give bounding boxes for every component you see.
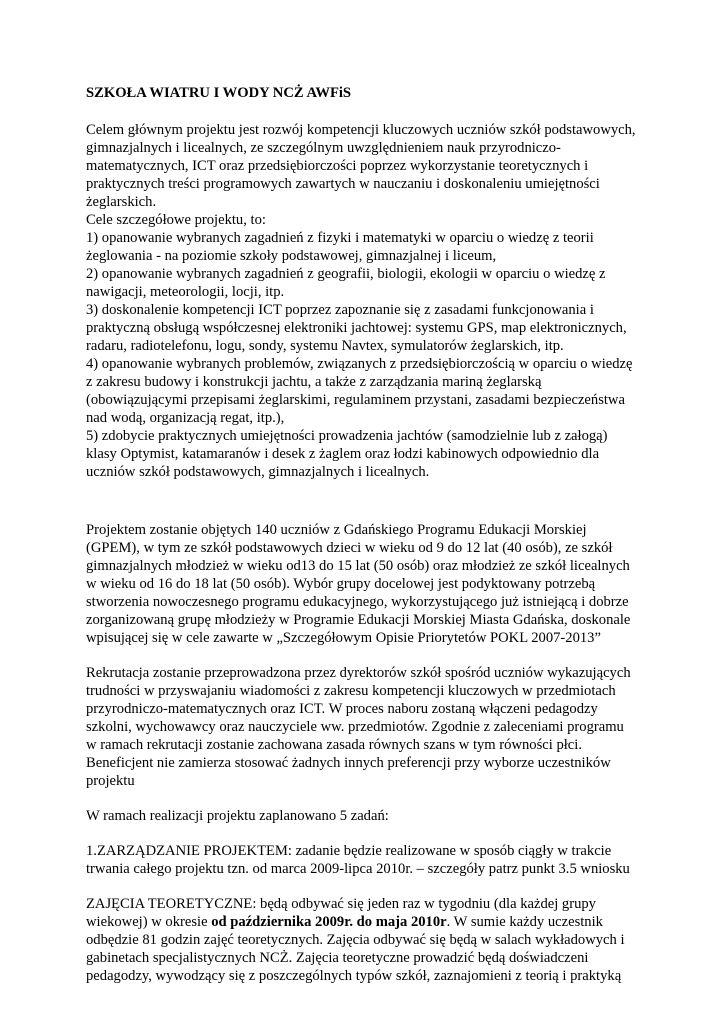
document-title: SZKOŁA WIATRU I WODY NCŻ AWFiS <box>86 85 352 101</box>
text-line: żeglarskich. <box>86 194 157 210</box>
text-segment: . W sumie każdy uczestnik <box>446 914 603 930</box>
text-line: z zakresu budowy i konstrukcji jachtu, a także z zarządzania mariną żeglarską <box>86 374 542 390</box>
text-line: 1.ZARZĄDZANIE PROJEKTEM: zadanie będzie realizowane w sposób ciągły w trakcie <box>86 843 612 859</box>
paragraph-tasks-intro <box>86 807 646 825</box>
text-line: 2) opanowanie wybranych zagadnień z geografii, biologii, ekologii w oparciu o wiedzę z <box>86 266 606 282</box>
text-line: matematycznych, ICT oraz przedsiębiorczości poprzez wykorzystanie teoretycznych i <box>86 158 589 174</box>
text-line: w ramach rekrutacji zostanie zachowana zasada równych szans w tym równości płci. <box>86 737 582 753</box>
text-line: pedagodzy, wywodzący się z poszczególnych typów szkół, zaznajomieni z teorią i praktyką <box>86 968 622 984</box>
text-line: praktyczną obsługą współczesnej elektroniki jachtowej: systemu GPS, map elektronicznych, <box>86 320 627 336</box>
text-line: 1) opanowanie wybranych zagadnień z fizyki i matematyki w oparciu o wiedzę z teorii <box>86 230 594 246</box>
paragraph-participants <box>86 521 646 647</box>
text-line: 5) zdobycie praktycznych umiejętności prowadzenia jachtów (samodzielnie lub z załogą) <box>86 428 608 444</box>
document-page <box>86 84 646 985</box>
text-line: 3) doskonalenie kompetencji ICT poprzez zapoznanie się z zasadami funkcjonowania i <box>86 302 594 318</box>
text-line: nad wodą, organizacją regat, itp.), <box>86 410 285 426</box>
text-line: wpisującej się w cele zawarte w „Szczegółowym Opisie Priorytetów POKL 2007-2013” <box>86 630 601 646</box>
text-line: zorganizowaną grupę młodzieży w Programie Edukacji Morskiej Miasta Gdańska, doskonale <box>86 612 631 628</box>
text-line: Projektem zostanie objętych 140 uczniów z Gdańskiego Programu Edukacji Morskiej <box>86 522 587 538</box>
text-line: W ramach realizacji projektu zaplanowano 5 zadań: <box>86 808 389 824</box>
text-line: szkolni, wychowawcy oraz nauczyciele ww. przedmiotów. Zgodnie z zaleceniami programu <box>86 719 624 735</box>
text-line: (GPEM), w tym ze szkół podstawowych dzieci w wieku od 9 do 12 lat (40 osób), ze szkół <box>86 540 613 556</box>
text-line: odbędzie 81 godzin zajęć teoretycznych. Zajęcia odbywać się będą w salach wykładowych i <box>86 932 625 948</box>
paragraph-recruitment <box>86 664 646 790</box>
text-line: przyrodniczo-matematycznych oraz ICT. W proces naboru zostaną włączeni pedagodzy <box>86 701 598 717</box>
text-line: projektu <box>86 773 135 789</box>
text-segment: wiekowej) w okresie <box>86 914 212 930</box>
text-line: Rekrutacja zostanie przeprowadzona przez dyrektorów szkół spośród uczniów wykazujących <box>86 665 631 681</box>
text-line: klasy Optymist, katamaranów i desek z żaglem oraz łodzi kabinowych odpowiednio dla <box>86 446 600 462</box>
text-line: praktycznych treści programowych zawartych w nauczaniu i doskonaleniu umiejętności <box>86 176 600 192</box>
paragraph-project-management <box>86 842 646 878</box>
text-line: Celem głównym projektu jest rozwój kompetencji kluczowych uczniów szkół podstawowych, <box>86 122 636 138</box>
text-line: gimnazjalnych młodzież w wieku od13 do 15 lat (50 osób) oraz młodzież ze szkół licealnych <box>86 558 630 574</box>
text-line: radaru, radiotelefonu, logu, sondy, systemu Navtex, symulatorów żeglarskich, itp. <box>86 338 564 354</box>
text-line: gimnazjalnych i licealnych, ze szczególnym uwzględnieniem nauk przyrodniczo- <box>86 140 561 156</box>
text-line-mixed <box>86 913 646 931</box>
text-line: stworzenia nowoczesnego programu edukacyjnego, wykorzystującego już istniejącą i dobrze <box>86 594 629 610</box>
bold-date-range: od października 2009r. do maja 2010r <box>211 914 447 930</box>
paragraph-theory-classes <box>86 895 646 985</box>
text-line: Beneficjent nie zamierza stosować żadnych innych preferencji przy wyborze uczestników <box>86 755 611 771</box>
text-line: trudności w przyswajaniu wiadomości z zakresu kompetencji kluczowych w przedmiotach <box>86 683 616 699</box>
text-line: gabinetach specjalistycznych NCŻ. Zajęcia teoretyczne prowadzić będą doświadczeni <box>86 950 589 966</box>
text-line: nawigacji, meteorologii, locji, itp. <box>86 284 285 300</box>
text-line: trwania całego projektu tzn. od marca 2009-lipca 2010r. – szczegóły patrz punkt 3.5 wniosku <box>86 861 630 877</box>
text-line: żeglowania - na poziomie szkoły podstawowej, gimnazjalnej i liceum, <box>86 248 497 264</box>
text-line: w wieku od 16 do 18 lat (50 osób). Wybór grupy docelowej jest podyktowany potrzebą <box>86 576 596 592</box>
text-line: uczniów szkół podstawowych, gimnazjalnych i licealnych. <box>86 464 430 480</box>
paragraph-goals <box>86 121 646 481</box>
text-line: Cele szczegółowe projektu, to: <box>86 212 266 228</box>
text-line: 4) opanowanie wybranych problemów, związanych z przedsiębiorczością w oparciu o wiedzę <box>86 356 633 372</box>
text-line: (obowiązującymi przepisami żeglarskimi, regulaminem przystani, zasadami bezpieczeństwa <box>86 392 625 408</box>
text-line: ZAJĘCIA TEORETYCZNE: będą odbywać się jeden raz w tygodniu (dla każdej grupy <box>86 896 596 912</box>
